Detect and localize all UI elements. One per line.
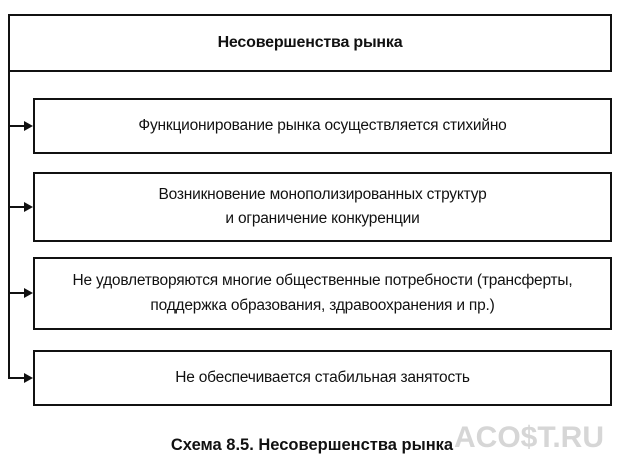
- watermark: ACO$T.RU: [453, 421, 604, 454]
- arrow-2-icon: [24, 202, 33, 212]
- item-box-4: [33, 350, 612, 406]
- item-box-1: [33, 98, 612, 154]
- item-box-3: [33, 257, 612, 330]
- item-text-1: Функционирование рынка осуществляется стихийно: [138, 116, 507, 134]
- item-text-2: Возникновение монополизированных структур и ограничение конкуренции: [158, 185, 487, 227]
- connector-trunk: [8, 72, 10, 378]
- arrow-1-icon: [24, 121, 33, 131]
- item-text-3: Не удовлетворяются многие общественные потребности (трансферты, поддержка образования, здравоохранения и пр.): [72, 272, 573, 314]
- item-box-2: [33, 172, 612, 242]
- figure-caption: Схема 8.5. Несовершенства рынка: [170, 436, 454, 454]
- diagram-title: Несовершенства рынка: [217, 33, 403, 51]
- item-text-4: Не обеспечивается стабильная занятость: [175, 368, 470, 386]
- diagram-title-box: [8, 14, 612, 72]
- arrow-3-icon: [24, 288, 33, 298]
- arrow-4-icon: [24, 373, 33, 383]
